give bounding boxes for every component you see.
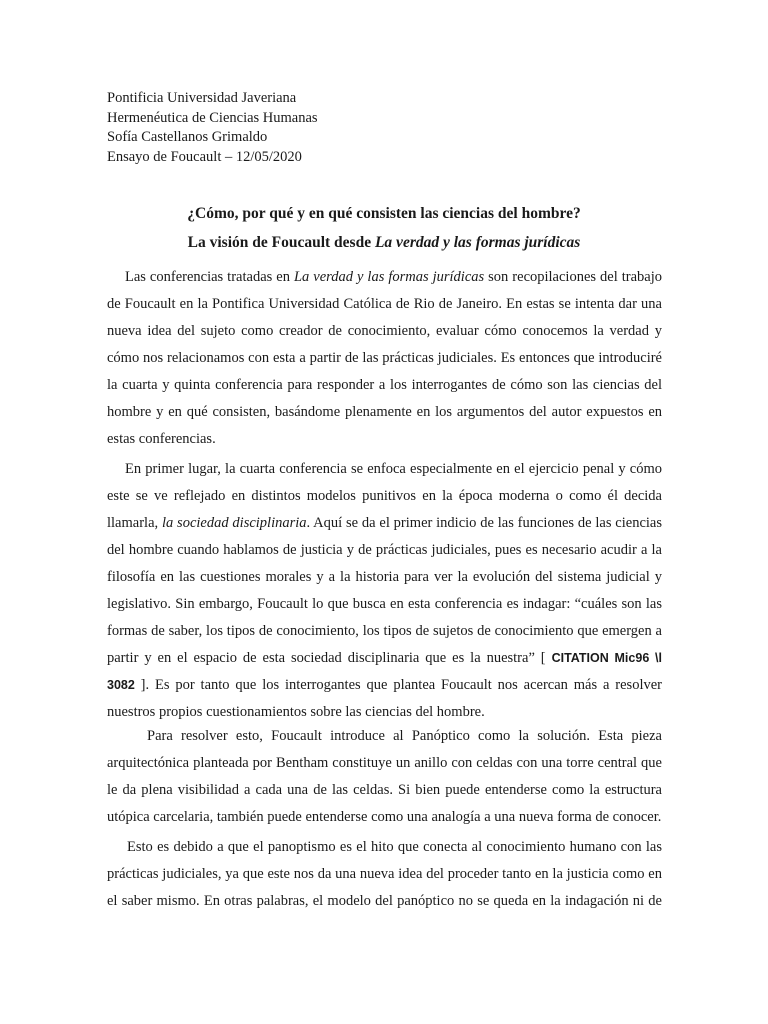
paragraph-line: el saber mismo. En otras palabras, el modelo del panóptico no se queda en la indagación ni de: [107, 893, 662, 909]
paragraph-line: En primer lugar, la cuarta conferencia se enfoca especialmente en el ejercicio penal y cómo: [125, 461, 662, 477]
subtitle-prefix: La visión de Foucault desde: [187, 234, 375, 251]
paragraph-line: Esto es debido a que el panoptismo es el hito que conecta al conocimiento humano con las: [127, 839, 662, 855]
header-course: Hermenéutica de Ciencias Humanas: [107, 109, 318, 126]
paragraph-line: utópica carcelaria, también puede entenderse como una analogía a una nueva forma de conocer.: [107, 809, 662, 825]
document-header: [107, 89, 318, 168]
term-italic: la sociedad disciplinaria: [161, 515, 307, 531]
paragraph-line: este se ve reflejado en distintos modelos punitivos en la época moderna o como él decida: [107, 488, 662, 504]
subtitle-book-title: La verdad y las formas jurídicas: [374, 234, 581, 251]
paragraph-line: prácticas judiciales, ya que este nos da una nueva idea del proceder tanto en la justicia como en: [107, 866, 662, 882]
paragraph-line: cómo nos relacionamos con esta a partir de las prácticas judiciales. Es entonces que introduciré: [107, 350, 662, 366]
paragraph-2: [107, 456, 662, 726]
paragraph-line: le da plena visibilidad a cada una de las celdas. Si bien puede entenderse como la estructura: [107, 782, 662, 798]
paragraph-1: [107, 264, 662, 453]
paragraph-line: Las conferencias tratadas en La verdad y las formas jurídicas son recopilaciones del trabajo: [125, 269, 662, 285]
paragraph-line: legislativo. Sin embargo, Foucault lo que busca en esta conferencia es indagar: “cuáles son las: [107, 596, 662, 612]
paragraph-line: hombre y en qué consisten, basándome plenamente en los argumentos del autor expuestos en: [107, 404, 662, 420]
paragraph-line: nueva idea del sujeto como creador de conocimiento, evaluar cómo conocemos la verdad y: [107, 323, 662, 339]
essay-subtitle: [0, 234, 768, 252]
paragraph-line: la cuarta y quinta conferencia para responder a los interrogantes de cómo son las ciencias del: [107, 377, 662, 393]
essay-title: ¿Cómo, por qué y en qué consisten las ciencias del hombre?: [187, 205, 581, 222]
paragraph-line: formas de saber, los tipos de conocimiento, los tipos de sujetos de conocimiento que emergen a: [107, 623, 662, 639]
paragraph-line: estas conferencias.: [107, 431, 216, 447]
paragraph-line: Para resolver esto, Foucault introduce al Panóptico como la solución. Esta pieza: [147, 728, 662, 744]
paragraph-line: partir y en el espacio de esta sociedad disciplinaria que es la nuestra” [ CITATION Mic96 \l: [107, 650, 662, 666]
book-title: La verdad y las formas jurídicas: [293, 269, 485, 285]
paragraph-3: [107, 723, 662, 831]
paragraph-line: 3082 ]. Es por tanto que los interrogantes que plantea Foucault nos acercan más a resolver: [107, 677, 662, 693]
citation-field: CITATION Mic96 \l: [551, 651, 662, 665]
citation-field: 3082: [107, 678, 135, 692]
paragraph-line: llamarla, la sociedad disciplinaria. Aquí se da el primer indicio de las funciones de las ciencias: [107, 515, 662, 531]
header-essay: Ensayo de Foucault – 12/05/2020: [107, 149, 302, 166]
paragraph-line: de Foucault en la Pontifica Universidad Católica de Rio de Janeiro. En estas se intenta dar una: [107, 296, 662, 312]
paragraph-4: [107, 834, 662, 915]
header-university: Pontificia Universidad Javeriana: [107, 90, 297, 106]
paragraph-line: arquitectónica planteada por Bentham constituye un anillo con celdas con una torre central que: [107, 755, 662, 771]
paragraph-line: filosofía en las cuestiones morales y a la historia para ver la evolución del sistema judicial y: [107, 569, 662, 585]
header-author: Sofía Castellanos Grimaldo: [107, 129, 268, 146]
paragraph-line: nuestros propios cuestionamientos sobre las ciencias del hombre.: [107, 704, 485, 720]
paragraph-line: del hombre cuando hablamos de justicia y de prácticas judiciales, pues es necesario acudir a la: [107, 542, 662, 558]
